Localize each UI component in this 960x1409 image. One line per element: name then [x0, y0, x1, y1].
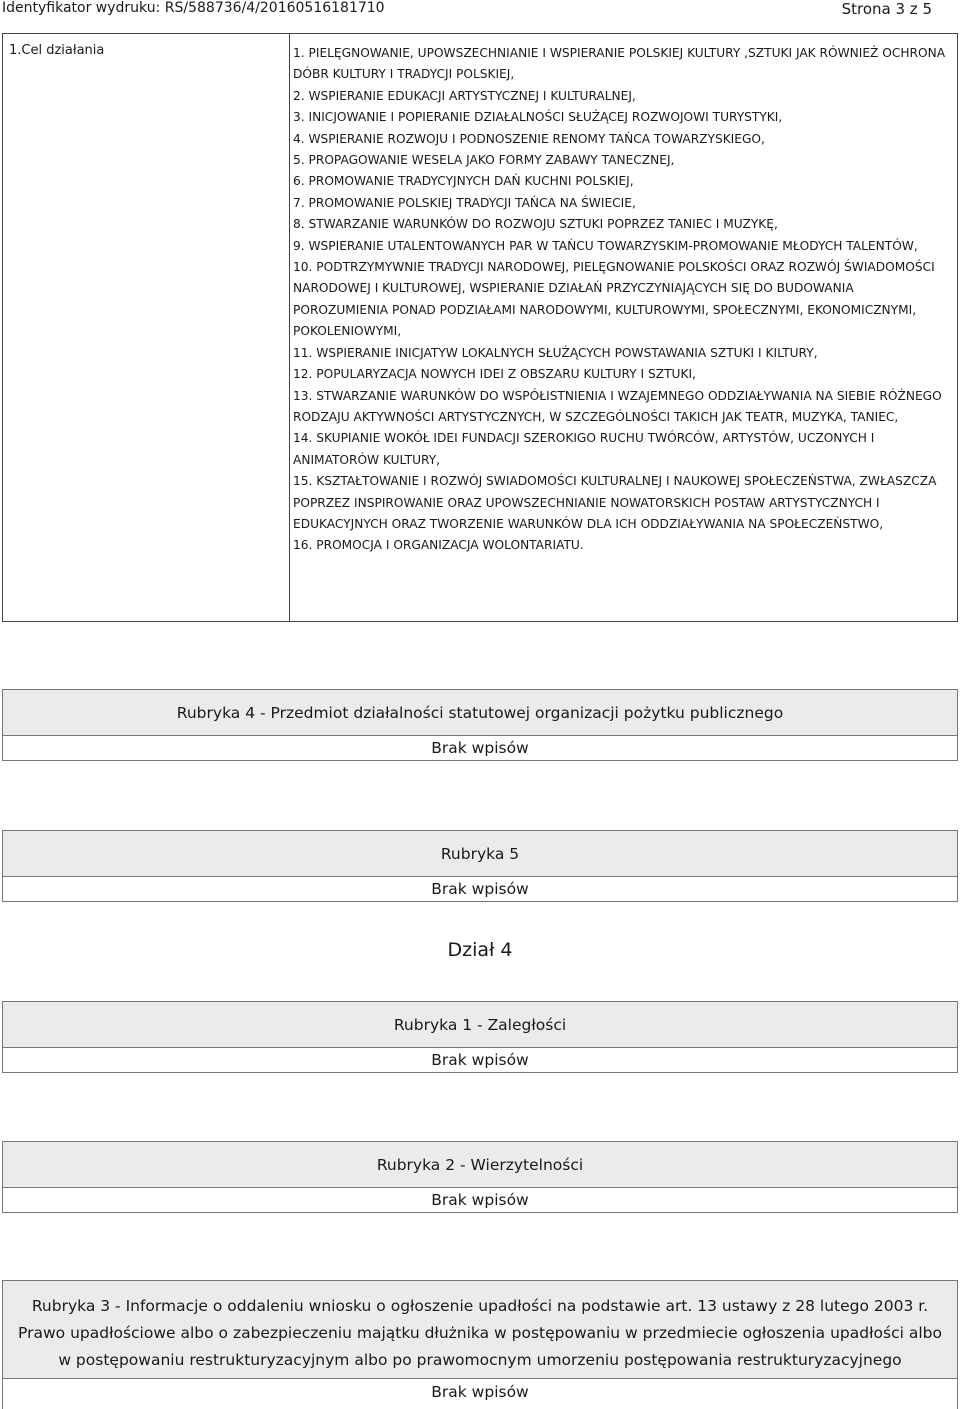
rubric-5-title: Rubryka 5 — [3, 831, 957, 877]
goal-item: 13. STWARZANIE WARUNKÓW DO WSPÓŁISTNIENIA I WZAJEMNEGO ODDZIAŁYWANIA NA SIEBIE RÓŻNEGO RODZAJU AKTYWNOŚCI ARTYSTYCZNYCH, W SZCZEGÓLNOŚCI TAKICH JAK TEATR, MUZYKA, TANIEC, — [293, 388, 942, 424]
page-header — [0, 0, 960, 20]
rubric-2-value: Brak wpisów — [431, 1191, 529, 1209]
rubric-1-value: Brak wpisów — [431, 1051, 529, 1069]
goal-item: 6. PROMOWANIE TRADYCYJNYCH DAŃ KUCHNI POLSKIEJ, — [293, 174, 634, 189]
rubric-5-value: Brak wpisów — [431, 880, 529, 898]
rubric-5-box — [2, 830, 958, 902]
goal-item: 1. PIELĘGNOWANIE, UPOWSZECHNIANIE I WSPIERANIE POLSKIEJ KULTURY ,SZTUKI JAK RÓWNIEŻ OCHRONA DÓBR KULTURY I TRADYCJI POLSKIEJ, — [293, 46, 946, 82]
page-number: Strona 3 z 5 — [841, 0, 932, 18]
goal-item: 16. PROMOCJA I ORGANIZACJA WOLONTARIATU. — [293, 538, 584, 553]
goal-item: 11. WSPIERANIE INICJATYW LOKALNYCH SŁUŻĄCYCH POWSTAWANIA SZTUKI I KILTURY, — [293, 345, 818, 360]
rubric-3-value: Brak wpisów — [431, 1383, 529, 1401]
rubric-4-title: Rubryka 4 - Przedmiot działalności statutowej organizacji pożytku publicznego — [3, 690, 957, 736]
goal-label: 1.Cel działania — [3, 34, 290, 621]
goal-item: 15. KSZTAŁTOWANIE I ROZWÓJ SWIADOMOŚCI KULTURALNEJ I NAUKOWEJ SPOŁECZEŃSTWA, ZWŁASZCZA POPRZEZ INSPIROWANIE ORAZ UPOWSZECHNIANIE NOWATORSKICH POSTAW ARTYSTYCZNYCH I EDUKACYJNYCH ORAZ TWORZENIE WARUNKÓW DLA ICH ODDZIAŁYWANIA NA SPOŁECZEŃSTWO, — [293, 474, 937, 531]
rubric-3-title: Rubryka 3 - Informacje o oddaleniu wniosku o ogłoszenie upadłości na podstawie art. 13 ustawy z 28 lutego 2003 r. Prawo upadłościowe albo o zabezpieczeniu majątku dłużnika w postępowaniu w przedmiecie ogłoszenia upadłości albo w postępowaniu restrukturyzacyjnym albo po prawomocnym umorzeniu postępowania restrukturyzacyjnego — [3, 1281, 957, 1379]
goal-item: 10. PODTRZYMYWNIE TRADYCJI NARODOWEJ, PIELĘGNOWANIE POLSKOŚCI ORAZ ROZWÓJ ŚWIADOMOŚCI NARODOWEJ I KULTUROWEJ, WSPIERANIE DZIAŁAŃ PRZYCZYNIAJĄCYCH SIĘ DO BUDOWANIA POROZUMIENIA PONAD PODZIAŁAMI NARODOWYMI, KULTUROWYMI, SPOŁECZNYMI, EKONOMICZNYMI, POKOLENIOWYMI, — [293, 260, 935, 339]
goal-content — [291, 34, 957, 621]
goal-item: 8. STWARZANIE WARUNKÓW DO ROZWOJU SZTUKI POPRZEZ TANIEC I MUZYKĘ, — [293, 217, 778, 232]
rubric-2-title: Rubryka 2 - Wierzytelności — [3, 1142, 957, 1188]
goal-item: 7. PROMOWANIE POLSKIEJ TRADYCJI TAŃCA NA ŚWIECIE, — [293, 195, 636, 210]
rubric-1-title: Rubryka 1 - Zaległości — [3, 1002, 957, 1048]
rubric-4-value: Brak wpisów — [431, 739, 529, 757]
rubric-1-box — [2, 1001, 958, 1073]
goal-item: 3. INICJOWANIE I POPIERANIE DZIAŁALNOŚCI SŁUŻĄCEJ ROZWOJOWI TURYSTYKI, — [293, 110, 783, 125]
section-4-title: Dział 4 — [447, 939, 513, 961]
goal-table — [2, 33, 958, 622]
goal-item: 4. WSPIERANIE ROZWOJU I PODNOSZENIE RENOMY TAŃCA TOWARZYSKIEGO, — [293, 131, 765, 146]
goal-item: 2. WSPIERANIE EDUKACJI ARTYSTYCZNEJ I KULTURALNEJ, — [293, 88, 636, 103]
rubric-4-box — [2, 689, 958, 761]
goal-item: 5. PROPAGOWANIE WESELA JAKO FORMY ZABAWY TANECZNEJ, — [293, 153, 675, 168]
goal-item: 9. WSPIERANIE UTALENTOWANYCH PAR W TAŃCU TOWARZYSKIM-PROMOWANIE MŁODYCH TALENTÓW, — [293, 238, 918, 253]
print-identifier: Identyfikator wydruku: RS/588736/4/20160516181710 — [2, 0, 385, 16]
goal-item: 12. POPULARYZACJA NOWYCH IDEI Z OBSZARU KULTURY I SZTUKI, — [293, 367, 696, 382]
goal-item: 14. SKUPIANIE WOKÓŁ IDEI FUNDACJI SZEROKIGO RUCHU TWÓRCÓW, ARTYSTÓW, UCZONYCH I ANIMATORÓW KULTURY, — [293, 431, 875, 467]
rubric-3-box — [2, 1280, 958, 1409]
rubric-2-box — [2, 1141, 958, 1213]
